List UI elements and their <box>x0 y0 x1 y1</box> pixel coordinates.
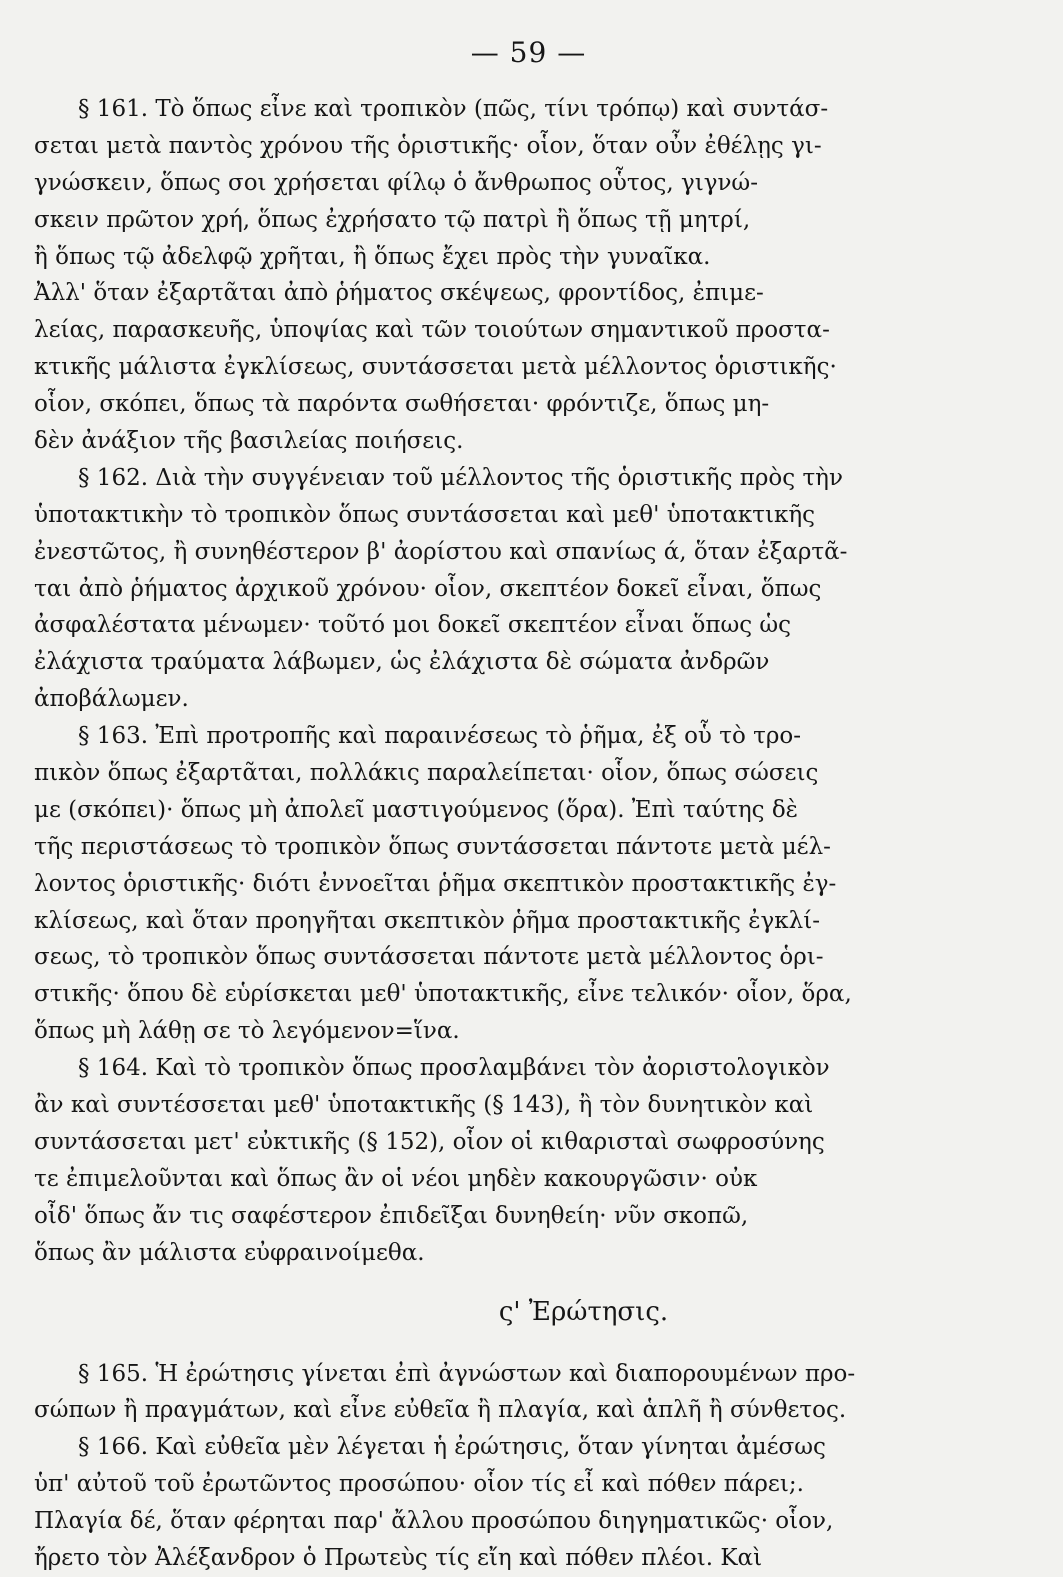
text-line: ἤρετο τὸν Ἀλέξανδρον ὁ Πρωτεὺς τίς εἴη καὶ πόθεν πλέοι. Καὶ <box>34 1544 763 1571</box>
text-line: σεως, τὸ τροπικὸν ὅπως συντάσσεται πάντοτε μετὰ μέλλοντος ὁρι- <box>34 944 824 971</box>
text-line: με (σκόπει)· ὅπως μὴ ἀπολεῖ μαστιγούμενος (ὅρα). Ἐπὶ ταύτης δὲ <box>34 796 799 823</box>
text-line: οἷον, σκόπει, ὅπως τὰ παρόντα σωθήσεται· φρόντιζε, ὅπως μη- <box>34 391 770 418</box>
text-line: ὅπως ἂν μάλιστα εὐφραινοίμεθα. <box>34 1239 425 1266</box>
text-line: ὑπ' αὐτοῦ τοῦ ἐρωτῶντος προσώπου· οἷον τίς εἶ καὶ πόθεν πάρει;. <box>34 1471 804 1498</box>
text-line: συντάσσεται μετ' εὐκτικῆς (§ 152), οἷον οἱ κιθαρισταὶ σωφροσύνης <box>34 1128 825 1155</box>
text-line: κτικῆς μάλιστα ἐγκλίσεως, συντάσσεται μετὰ μέλλοντος ὁριστικῆς· <box>34 354 837 381</box>
section-166-line: § 166. Καὶ εὐθεῖα μὲν λέγεται ἡ ἐρώτησις, ὅταν γίνηται ἀμέσως <box>78 1434 826 1461</box>
text-line: δὲν ἀνάξιον τῆς βασιλείας ποιήσεις. <box>34 428 464 455</box>
text-line: ὑποτακτικὴν τὸ τροπικὸν ὅπως συντάσσεται καὶ μεθ' ὑποτακτικῆς <box>34 501 816 528</box>
text-line: Ἀλλ' ὅταν ἐξαρτᾶται ἀπὸ ῥήματος σκέψεως, φροντίδος, ἐπιμε- <box>34 280 764 307</box>
section-165-line: § 165. Ἡ ἐρώτησις γίνεται ἐπὶ ἀγνώστων καὶ διαπορουμένων προ- <box>78 1360 856 1387</box>
text-line: ἢ ὅπως τῷ ἀδελφῷ χρῆται, ἢ ὅπως ἔχει πρὸς τὴν γυναῖκα. <box>34 243 711 270</box>
page-number: — 59 — <box>470 36 587 69</box>
text-line: ἐνεστῶτος, ἢ συνηθέστερον β' ἀορίστου καὶ σπανίως ά, ὅταν ἐξαρτᾶ- <box>34 538 848 565</box>
text-line: ὅπως μὴ λάθῃ σε τὸ λεγόμενον=ἵνα. <box>34 1018 460 1045</box>
text-line: γνώσκειν, ὅπως σοι χρήσεται φίλῳ ὁ ἄνθρωπος οὗτος, γιγνώ- <box>34 169 758 196</box>
text-line: σκειν πρῶτον χρή, ὅπως ἐχρήσατο τῷ πατρὶ ἢ ὅπως τῇ μητρί, <box>34 206 751 233</box>
section-164-line: § 164. Καὶ τὸ τροπικὸν ὅπως προσλαμβάνει τὸν ἀοριστολογικὸν <box>78 1055 830 1082</box>
text-line: κλίσεως, καὶ ὅταν προηγῆται σκεπτικὸν ῥῆμα προστακτικῆς ἐγκλί- <box>34 907 821 934</box>
text-line: σεται μετὰ παντὸς χρόνου τῆς ὁριστικῆς· οἷον, ὅταν οὖν ἐθέλῃς γι- <box>34 132 822 159</box>
section-162-line: § 162. Διὰ τὴν συγγένειαν τοῦ μέλλοντος τῆς ὁριστικῆς πρὸς τὴν <box>78 464 843 491</box>
text-line: τῆς περιστάσεως τὸ τροπικὸν ὅπως συντάσσεται πάντοτε μετὰ μέλ- <box>34 833 831 860</box>
text-line: οἶδ' ὅπως ἄν τις σαφέστερον ἐπιδεῖξαι δυνηθείη· νῦν σκοπῶ, <box>34 1202 749 1229</box>
section-163-line: § 163. Ἐπὶ προτροπῆς καὶ παραινέσεως τὸ ῥῆμα, ἐξ οὗ τὸ τρο- <box>78 723 801 750</box>
text-line: ἂν καὶ συντέσσεται μεθ' ὑποτακτικῆς (§ 143), ἢ τὸν δυνητικὸν καὶ <box>34 1092 814 1119</box>
section-161-line: § 161. Τὸ ὅπως εἶνε καὶ τροπικὸν (πῶς, τίνι τρόπῳ) καὶ συντάσ- <box>78 96 829 122</box>
text-line: τε ἐπιμελοῦνται καὶ ὅπως ἂν οἱ νέοι μηδὲν κακουργῶσιν· οὐκ <box>34 1165 758 1192</box>
text-line: ται ἀπὸ ῥήματος ἀρχικοῦ χρόνου· οἷον, σκεπτέον δοκεῖ εἶναι, ὅπως <box>34 575 822 602</box>
text-line: ἀποβάλωμεν. <box>34 686 189 713</box>
text-line: ἀσφαλέστατα μένωμεν· τοῦτό μοι δοκεῖ σκεπτέον εἶναι ὅπως ὡς <box>34 612 792 639</box>
section-heading: ς' Ἐρώτησις. <box>498 1296 669 1327</box>
text-line: σώπων ἢ πραγμάτων, καὶ εἶνε εὐθεῖα ἢ πλαγία, καὶ ἁπλῆ ἢ σύνθετος. <box>34 1397 847 1424</box>
text-line: πικὸν ὅπως ἐξαρτᾶται, πολλάκις παραλείπεται· οἷον, ὅπως σώσεις <box>34 760 819 787</box>
body-text <box>34 91 983 1577</box>
text-line: λείας, παρασκευῆς, ὑποψίας καὶ τῶν τοιούτων σημαντικοῦ προστα- <box>34 317 830 344</box>
text-line: στικῆς· ὅπου δὲ εὑρίσκεται μεθ' ὑποτακτικῆς, εἶνε τελικόν· οἷον, ὅρα, <box>34 981 852 1008</box>
text-line: Πλαγία δέ, ὅταν φέρηται παρ' ἄλλου προσώπου διηγηματικῶς· οἷον, <box>34 1508 834 1535</box>
text-line: λοντος ὁριστικῆς· διότι ἐννοεῖται ῥῆμα σκεπτικὸν προστακτικῆς ἐγ- <box>34 870 837 897</box>
text-line: ἐλάχιστα τραύματα λάβωμεν, ὡς ἐλάχιστα δὲ σώματα ἀνδρῶν <box>34 649 770 676</box>
